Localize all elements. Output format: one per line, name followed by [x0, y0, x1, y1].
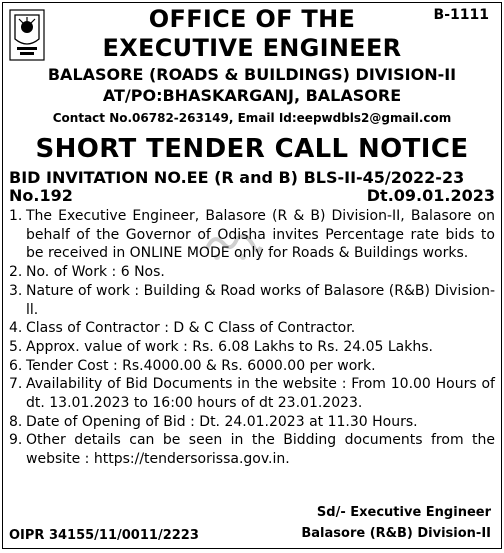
notice-code: B-1111 [433, 7, 489, 23]
list-item [9, 263, 495, 282]
office-title-line2: EXECUTIVE ENGINEER [102, 34, 402, 62]
item-number: 7. [9, 376, 23, 393]
item-text: Availability of Bid Documents in the website : From 10.00 Hours of dt. 13.01.2023 to 16:00 hours of dt 23.01.2023. [26, 376, 495, 412]
list-item [9, 282, 495, 319]
list-item [9, 413, 495, 432]
item-number: 1. [9, 208, 23, 224]
item-number: 9. [9, 432, 23, 449]
list-item [9, 375, 495, 412]
item-text: The Executive Engineer, Balasore (R & B) Division-II, Balasore on behalf of the Governor of Odisha invites Percentage rate bids to be received in ONLINE MODE only for Roads & Buildings works. [26, 208, 495, 262]
list-item [9, 431, 495, 468]
item-number: 5. [9, 338, 23, 355]
bid-date: Dt.09.01.2023 [366, 186, 495, 205]
signature-title: Sd/- Executive Engineer [316, 505, 491, 520]
bid-number-row [9, 187, 495, 205]
item-text: Approx. value of work : Rs. 6.08 Lakhs to Rs. 24.05 Lakhs. [26, 338, 433, 355]
signature-office: Balasore (R&B) Division-II [301, 526, 491, 541]
office-title-line1: OFFICE OF THE [148, 5, 356, 33]
contact-info: Contact No.06782-263149, Email Id:eepwdbls2@gmail.com [52, 111, 452, 125]
item-text: Class of Contractor : D & C Class of Contractor. [26, 320, 356, 337]
bid-number: No.192 [9, 186, 73, 205]
item-number: 3. [9, 282, 23, 299]
notice-items [9, 207, 495, 469]
item-text: Nature of work : Building & Road works of Balasore (R&B) Division-ll. [26, 282, 495, 318]
item-text: No. of Work : 6 Nos. [26, 264, 165, 281]
bid-invitation: BID INVITATION NO.EE (R and B) BLS-II-45/2022-23 [9, 168, 465, 187]
item-text: Tender Cost : Rs.4000.00 & Rs. 6000.00 per work. [26, 357, 376, 374]
division-name: BALASORE (ROADS & BUILDINGS) DIVISION-II [47, 65, 457, 84]
list-item [9, 357, 495, 376]
item-number: 6. [9, 357, 23, 374]
list-item [9, 319, 495, 338]
item-number: 8. [9, 413, 23, 430]
item-number: 2. [9, 264, 23, 281]
division-address: AT/PO:BHASKARGANJ, BALASORE [102, 86, 402, 105]
list-item [9, 207, 495, 263]
item-number: 4. [9, 320, 23, 337]
bid-info [9, 169, 495, 205]
tender-notice-page [2, 2, 502, 549]
list-item [9, 338, 495, 357]
oipr-number: OIPR 34155/11/0011/2223 [9, 528, 199, 543]
item-text: Other details can be seen in the Bidding documents from the website : https://tendersorissa.gov.in. [26, 432, 495, 468]
item-text: Date of Opening of Bid : Dt. 24.01.2023 at 11.30 Hours. [26, 413, 418, 430]
notice-title: SHORT TENDER CALL NOTICE [35, 134, 469, 164]
